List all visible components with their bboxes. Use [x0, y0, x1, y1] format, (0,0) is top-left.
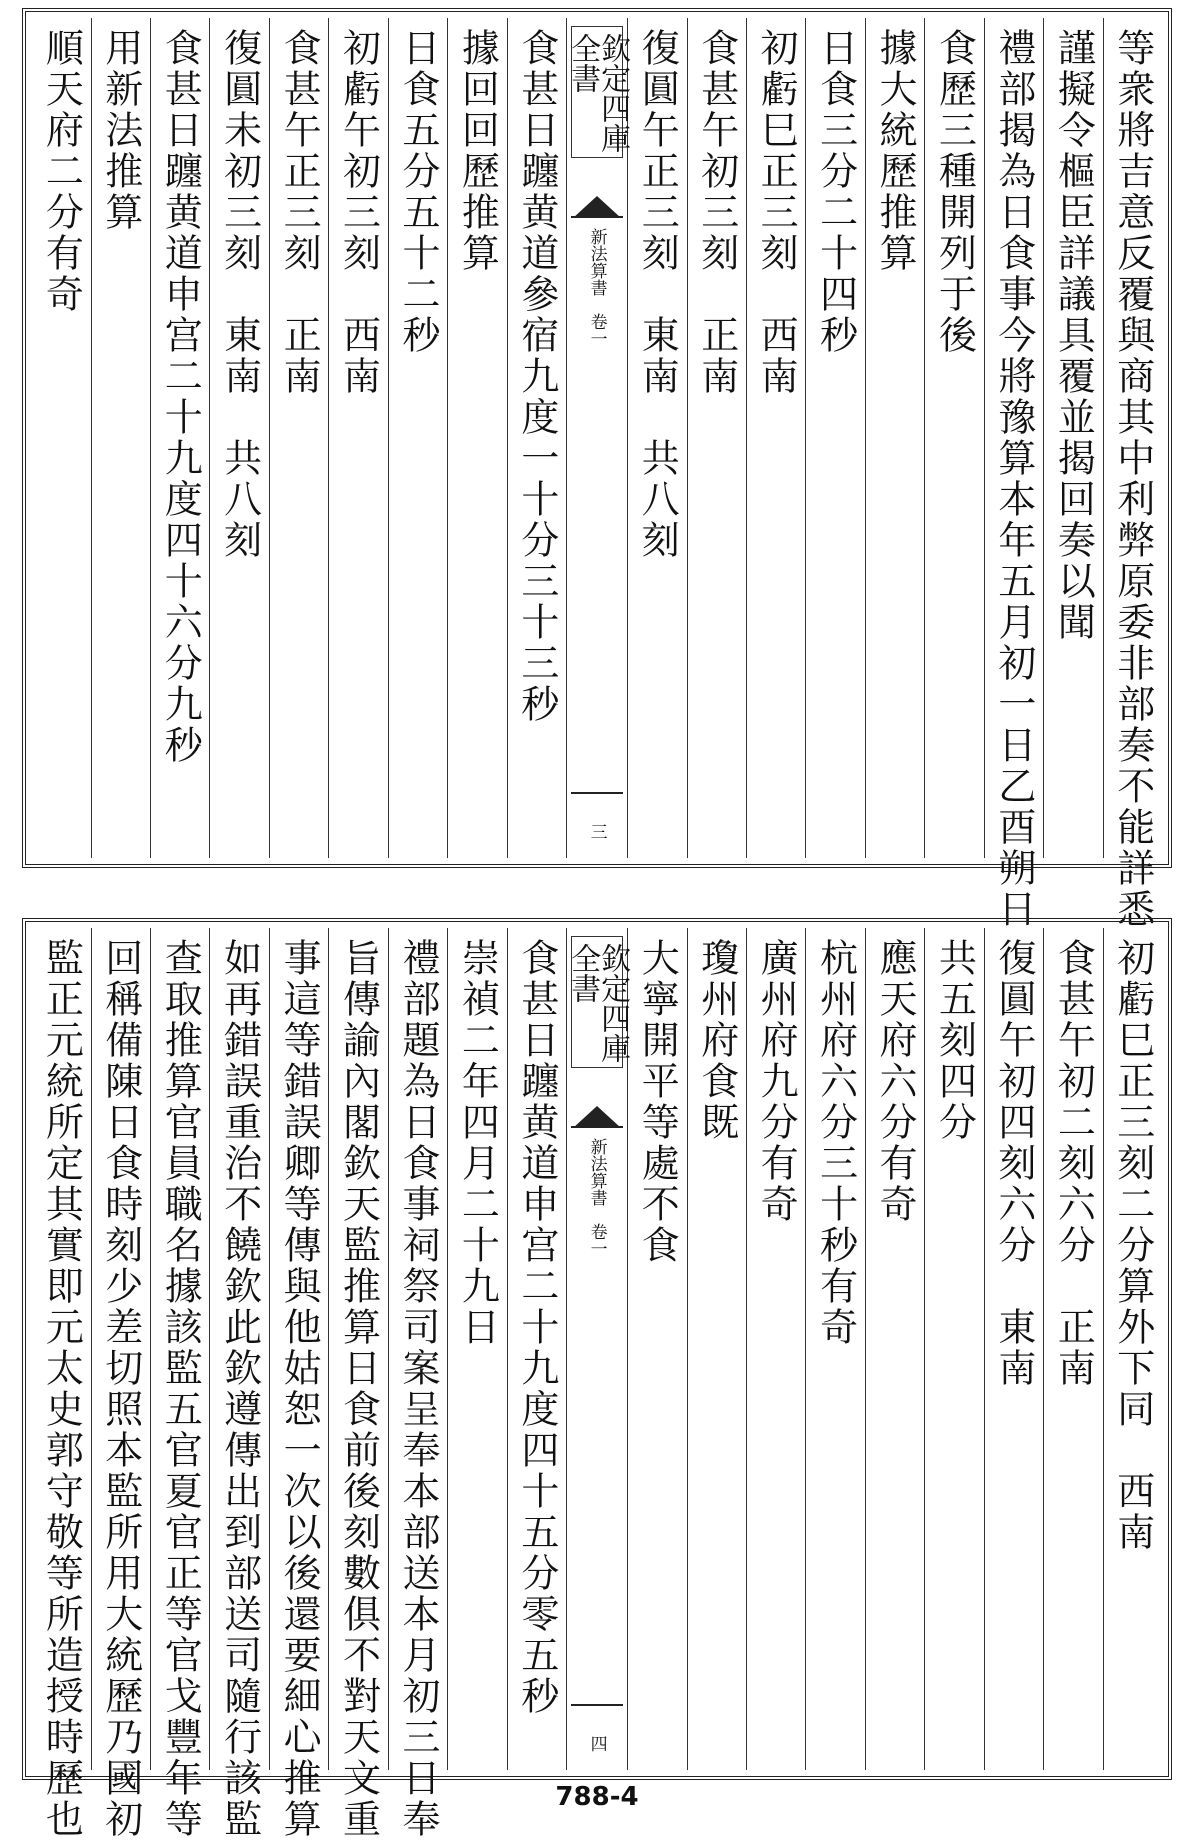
text-column: 復圓午正三刻 東南 共八刻 [627, 18, 686, 858]
fishtail-mark [571, 1076, 623, 1128]
page-number: 四 [586, 1735, 607, 1752]
center-fold [565, 18, 631, 858]
text-column: 禮部揭為日食事今將豫算本年五月初一日乙酉朔日 [984, 18, 1043, 858]
collection-title: 欽定四庫全書 [565, 33, 631, 153]
text-column: 監正元統所定其實即元太史郭守敬等所造授時歷也 [39, 938, 84, 1840]
text-column: 回稱備陳日食時刻少差切照本監所用大統歷乃國初 [91, 928, 150, 1770]
top-columns [32, 18, 1162, 930]
text-column: 共五刻四分 [924, 928, 983, 1770]
text-column: 據大統歷推算 [865, 18, 924, 858]
text-column: 日食五分五十二秒 [388, 18, 447, 858]
text-column: 應天府六分有奇 [865, 928, 924, 1770]
text-column: 順天府二分有奇 [39, 28, 84, 315]
center-fold [565, 928, 631, 1770]
text-column: 旨傳諭內閣欽天監推算日食前後刻數俱不對天文重 [328, 928, 387, 1770]
text-column: 食甚日躔黄道申宫二十九度四十六分九秒 [150, 18, 209, 858]
title-box [565, 26, 631, 158]
text-column: 食甚午初二刻六分 正南 [1043, 928, 1102, 1770]
text-column: 食甚日躔黄道申宫二十九度四十五分零五秒 [507, 928, 566, 1770]
text-column: 復圓未初三刻 東南 共八刻 [209, 18, 268, 858]
text-column: 初虧午初三刻 西南 [328, 18, 387, 858]
collection-title: 欽定四庫全書 [565, 943, 631, 1063]
text-column: 等衆將吉意反覆與商其中利弊原委非部奏不能詳悉 [1103, 18, 1162, 858]
text-column: 食歷三種開列于後 [924, 18, 983, 858]
text-column: 據回回歷推算 [447, 18, 506, 858]
volume-label: 卷一 [586, 313, 607, 347]
text-column: 大寧開平等處不食 [627, 928, 686, 1770]
text-column: 查取推算官員職名據該監五官夏官正等官戈豐年等 [150, 928, 209, 1770]
text-column: 崇禎二年四月二十九日 [447, 928, 506, 1770]
text-column: 日食三分二十四秒 [805, 18, 864, 858]
text-column: 瓊州府食既 [687, 928, 746, 1770]
book-name: 新法算書 [586, 228, 607, 296]
text-column: 杭州府六分三十秒有奇 [805, 928, 864, 1770]
text-column: 如再錯誤重治不饒欽此欽遵傳出到部送司隨行該監 [209, 928, 268, 1770]
text-column: 初虧巳正三刻二分算外下同 西南 [1103, 928, 1162, 1770]
text-column: 食甚午正三刻 正南 [269, 18, 328, 858]
fishtail-mark [571, 166, 623, 218]
text-column: 初虧巳正三刻 西南 [746, 18, 805, 858]
text-column: 用新法推算 [91, 18, 150, 858]
top-page [22, 8, 1172, 930]
page-number: 三 [586, 823, 607, 840]
volume-label: 卷一 [586, 1223, 607, 1257]
text-column: 禮部題為日食事祠祭司案呈奉本部送本月初三日奉 [388, 928, 447, 1770]
text-column: 食甚午初三刻 正南 [687, 18, 746, 858]
text-column: 廣州府九分有奇 [746, 928, 805, 1770]
text-column: 復圓午初四刻六分 東南 [984, 928, 1043, 1770]
footer-page-id: 788-4 [555, 1782, 639, 1812]
text-column: 謹擬令樞臣詳議具覆並揭回奏以聞 [1043, 18, 1102, 858]
book-name: 新法算書 [586, 1138, 607, 1206]
text-column: 食甚日躔黄道參宿九度一十分三十三秒 [507, 18, 566, 858]
title-box [565, 936, 631, 1068]
text-column: 事這等錯誤卿等傳與他姑恕一次以後還要細心推算 [269, 928, 328, 1770]
